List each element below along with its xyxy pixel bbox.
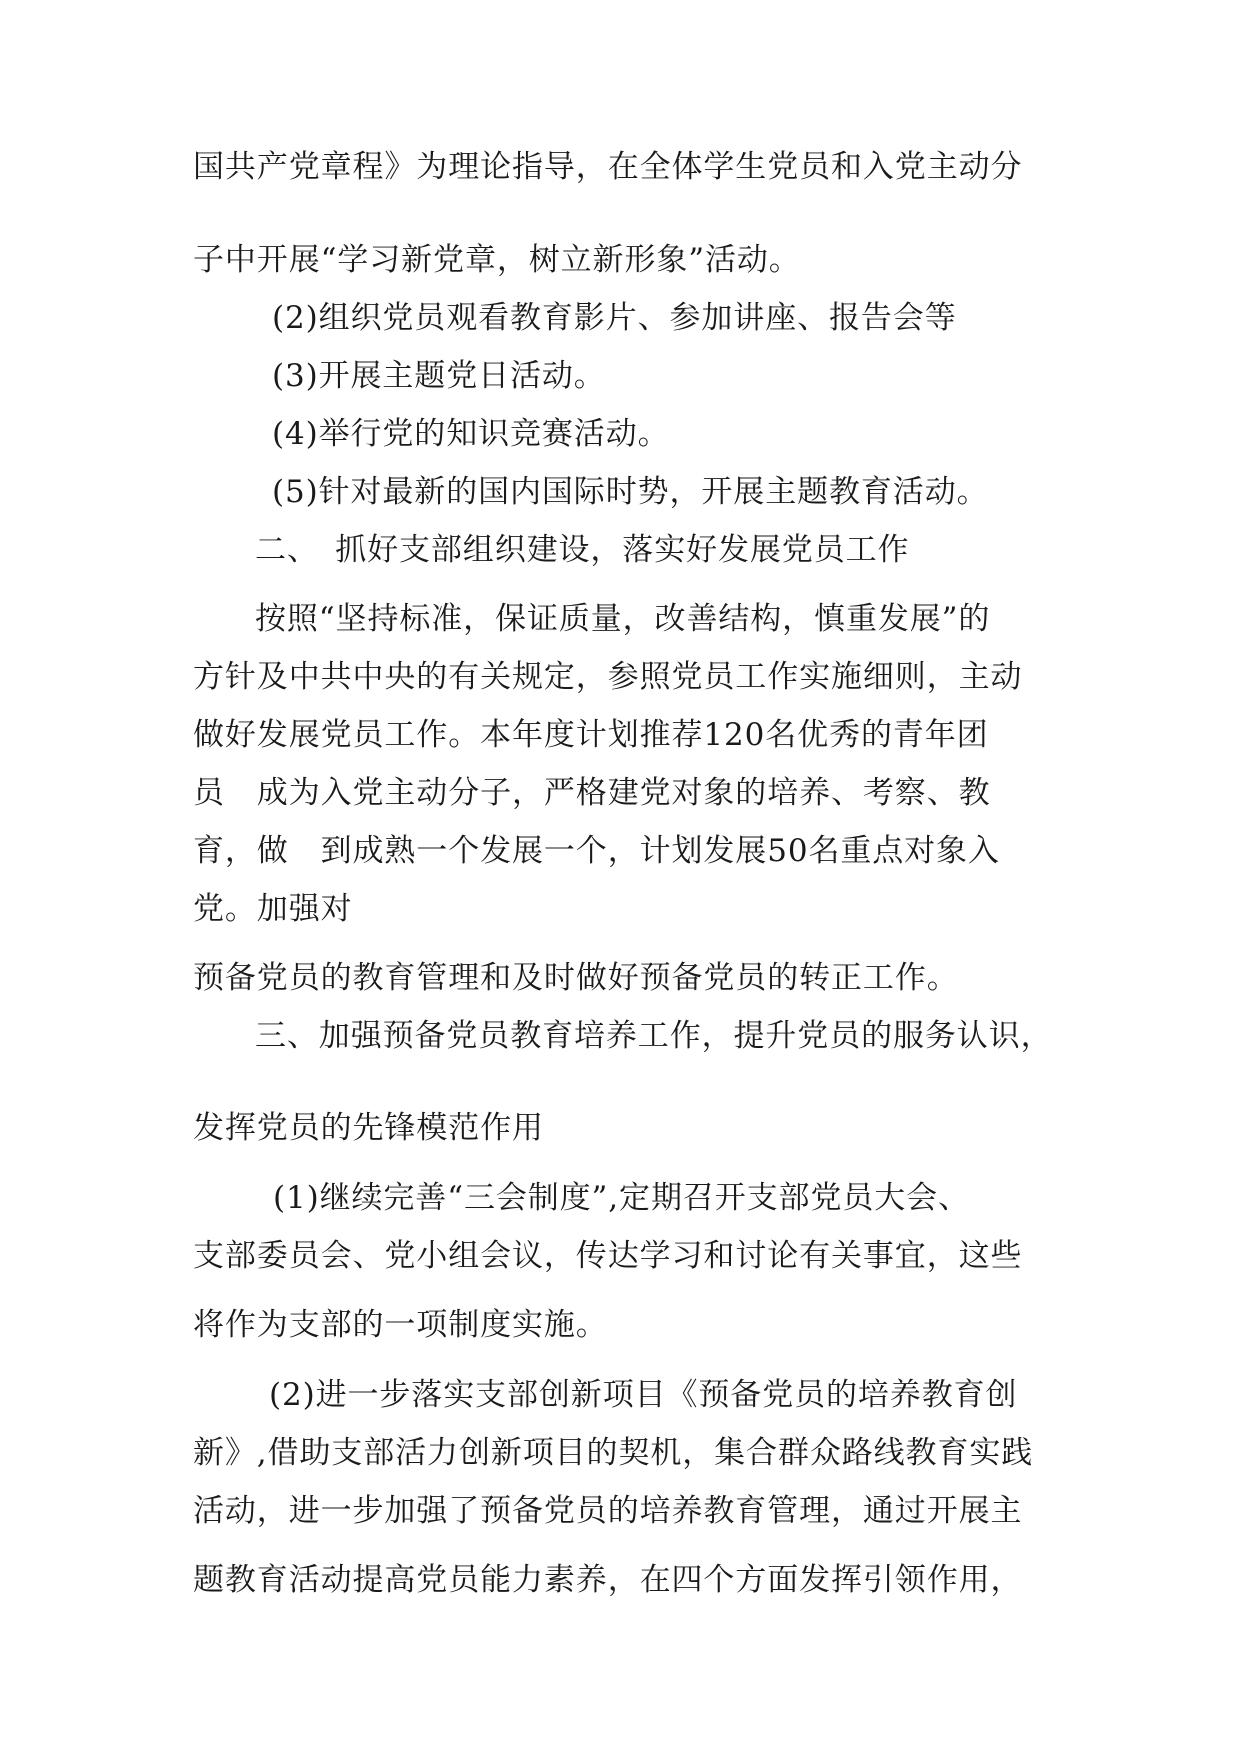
text-line-18: 支部委员会、党小组会议，传达学习和讨论有关事宜，这些 xyxy=(193,1238,1023,1274)
list-item-3-2: (2)进一步落实支部创新项目《预备党员的培养教育创 xyxy=(269,1377,1018,1413)
text-line-1: 国共产党章程》为理论指导，在全体学生党员和入党主动分 xyxy=(193,149,1023,185)
text-line-12: 育，做 到成熟一个发展一个，计划发展50名重点对象入 xyxy=(193,833,1000,869)
text-line-9: 方针及中共中央的有关规定，参照党员工作实施细则，主动 xyxy=(193,659,1023,695)
text-line-13: 党。加强对 xyxy=(193,891,353,927)
text-line-8: 按照“坚持标准，保证质量，改善结构，慎重发展”的 xyxy=(255,601,991,637)
text-line-23: 题教育活动提高党员能力素养，在四个方面发挥引领作用， xyxy=(193,1562,1023,1598)
text-line-22: 活动，进一步加强了预备党员的培养教育管理，通过开展主 xyxy=(193,1493,1023,1529)
list-item-2: (2)组织党员观看教育影片、参加讲座、报告会等 xyxy=(272,300,957,336)
text-line-21: 新》,借助支部活力创新项目的契机，集合群众路线教育实践 xyxy=(193,1435,1034,1471)
section-heading-2: 二、 抓好支部组织建设，落实好发展党员工作 xyxy=(255,532,910,568)
text-line-11: 员 成为入党主动分子，严格建党对象的培养、考察、教 xyxy=(193,775,991,811)
list-item-3-1: (1)继续完善“三会制度”,定期召开支部党员大会、 xyxy=(273,1180,970,1216)
list-item-3: (3)开展主题党日活动。 xyxy=(272,358,606,394)
text-line-10: 做好发展党员工作。本年度计划推荐120名优秀的青年团 xyxy=(193,717,989,753)
list-item-5: (5)针对最新的国内国际时势，开展主题教育活动。 xyxy=(272,474,989,510)
section-heading-3: 三、加强预备党员教育培养工作，提升党员的服务认识， xyxy=(255,1018,1053,1054)
list-item-4: (4)举行党的知识竞赛活动。 xyxy=(272,416,670,452)
text-line-14: 预备党员的教育管理和及时做好预备党员的转正工作。 xyxy=(193,960,959,996)
text-line-19: 将作为支部的一项制度实施。 xyxy=(193,1307,608,1343)
text-line-2: 子中开展“学习新党章，树立新形象”活动。 xyxy=(193,242,801,278)
text-line-16: 发挥党员的先锋模范作用 xyxy=(193,1110,544,1146)
